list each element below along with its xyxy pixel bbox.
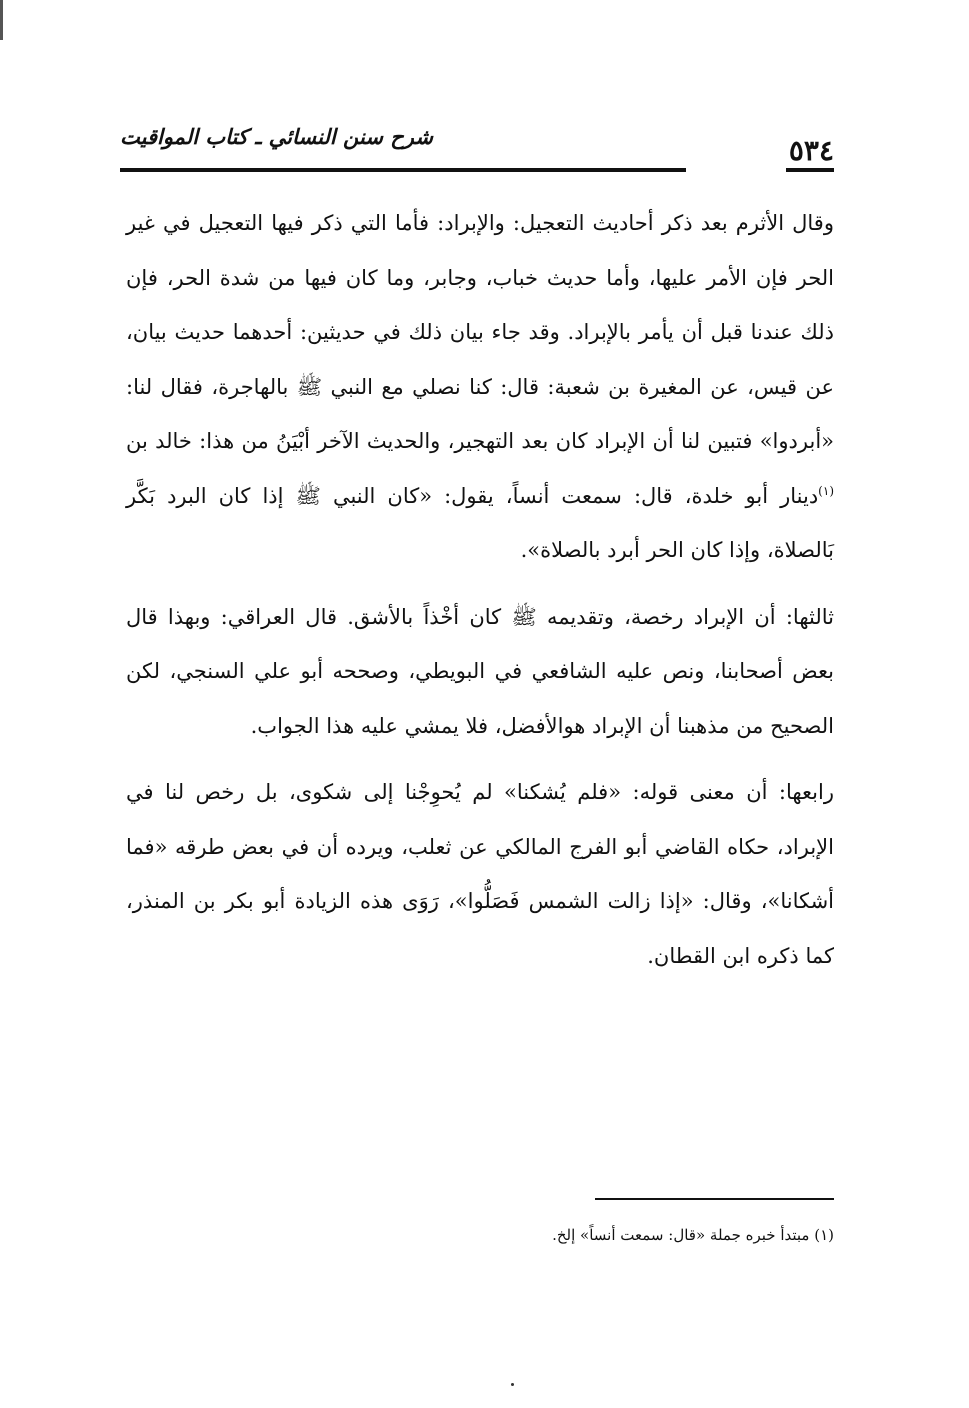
paragraph-athram bbox=[126, 196, 834, 578]
page-number: ٥٣٤ bbox=[788, 134, 834, 167]
main-text bbox=[126, 196, 834, 983]
footnote-separator bbox=[595, 1198, 834, 1200]
footnote-reference: (١) bbox=[818, 483, 834, 498]
paragraph-athram-part1: وقال الأثرم بعد ذكر أحاديث التعجيل: والإبراد: فأما التي ذكر فيها التعجيل في غير الحر فإن الأمر عليها، وأما حديث خباب، وجابر، وما كان فيها من شدة الحر، فإن ذلك عندنا قبل أن يأمر بالإبراد. وقد جاء بيان ذلك في حديثين: أحدهما حديث بيان، عن قيس، عن المغيرة بن شعبة: قال: كنا نصلي مع النبي ﷺ بالهاجرة، فقال لنا: «أبردوا» فتبين لنا أن الإبراد كان بعد التهجير، والحديث الآخر أبْيَنُ من هذا: خالد بن bbox=[126, 211, 834, 453]
page-header bbox=[120, 122, 834, 182]
page-number-rule bbox=[786, 168, 834, 172]
running-title: شرح سنن النسائي ـ كتاب المواقيت bbox=[120, 124, 433, 149]
paragraph-athram-part2: دينار أبو خلدة، قال: سمعت أنساً، يقول: «كان النبي ﷺ إذا كان البرد بَكَّر بَالصلاة، وإذا كان الحر أبرد بالصلاة». bbox=[126, 483, 834, 562]
scan-edge-mark bbox=[0, 0, 3, 40]
paragraph-third-answer: ثالثها: أن الإبراد رخصة، وتقديمه ﷺ كان أخْذاً بالأشق. قال العراقي: وبهذا قال بعض أصحابنا، ونص عليه الشافعي في البويطي، وصححه أبو علي السنجي، لكن الصحيح من مذهبنا أن الإبراد هوالأفضل، فلا يمشي عليه هذا الجواب. bbox=[126, 604, 834, 738]
header-rule bbox=[120, 168, 686, 172]
paragraph-fourth-answer: رابعها: أن معنى قوله: «فلم يُشكنا» لم يُحوِجْنا إلى شكوى، بل رخص لنا في الإبراد، حكاه القاضي أبو الفرج المالكي عن ثعلب، ويرده أن في بعض طرقه «فما أشكانا»، وقال: «إذا زالت الشمس فَصَلُّوا»، رَوَى هذه الزيادة أبو بكر بن المنذر، كما ذكره ابن القطان. bbox=[126, 780, 834, 968]
scan-speck bbox=[511, 1383, 514, 1386]
footnote: (١) مبتدأ خبره جملة «قال: سمعت أنساً» إلخ. bbox=[552, 1226, 834, 1244]
